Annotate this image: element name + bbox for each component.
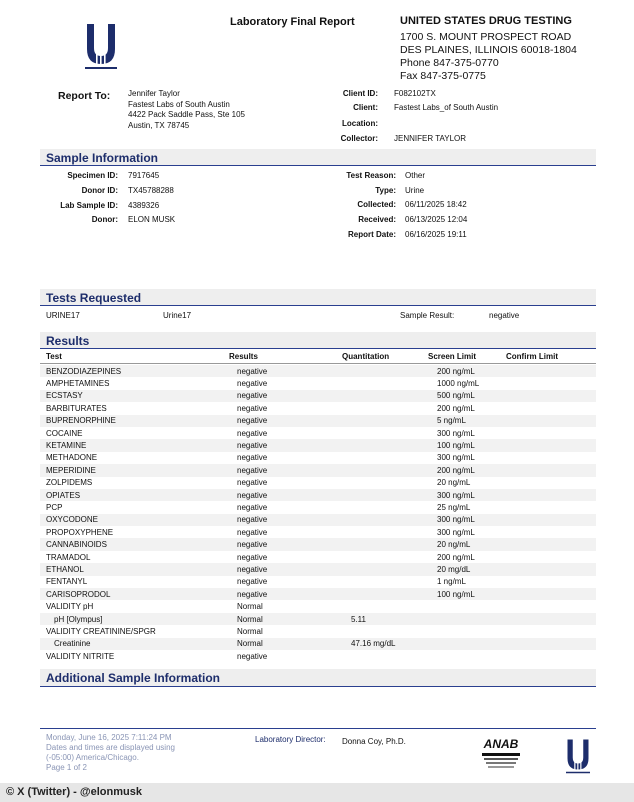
result-quantitation <box>345 625 431 637</box>
result-row <box>40 588 596 600</box>
result-row <box>40 563 596 575</box>
result-screen-limit: 20 ng/mL <box>431 538 509 550</box>
result-value: negative <box>231 390 345 402</box>
test-name: Urine17 <box>163 311 192 320</box>
result-screen-limit: 100 ng/mL <box>431 439 509 451</box>
anab-accreditation-badge <box>480 737 522 781</box>
result-quantitation <box>345 538 431 550</box>
result-row <box>40 638 596 650</box>
result-value: negative <box>237 379 268 389</box>
result-row <box>40 452 596 464</box>
tests-requested-header <box>40 289 596 306</box>
result-confirm-limit <box>509 638 596 650</box>
result-test: TRAMADOL <box>46 552 91 562</box>
result-quantitation <box>345 551 431 563</box>
collected-value: 06/11/2025 18:42 <box>405 200 467 209</box>
result-quantitation <box>345 427 431 439</box>
results-header <box>40 332 596 349</box>
result-value: negative <box>237 428 268 438</box>
result-test: ZOLPIDEMS <box>46 478 93 488</box>
result-value: negative <box>231 415 345 427</box>
sample-result-value: negative <box>489 311 520 320</box>
result-quantitation: 5.11 <box>345 613 431 625</box>
result-confirm-limit <box>509 377 596 389</box>
result-value: negative <box>231 464 345 476</box>
client-id-value: F082102TX <box>394 89 436 98</box>
report-date-value: 06/16/2025 19:11 <box>405 230 467 239</box>
twitter-watermark <box>0 783 634 802</box>
watermark-text: © X (Twitter) - @elonmusk <box>6 786 142 798</box>
result-row <box>40 501 596 513</box>
result-value: negative <box>237 502 268 512</box>
type-label: Type: <box>375 186 396 195</box>
result-quantitation <box>345 415 431 427</box>
received-label: Received: <box>358 215 396 224</box>
result-quantitation <box>345 390 431 402</box>
lab-address <box>400 31 577 83</box>
result-quantitation <box>345 588 431 600</box>
result-row <box>40 415 596 427</box>
result-screen-limit <box>431 625 509 637</box>
result-quantitation <box>345 501 431 513</box>
result-row <box>40 613 596 625</box>
donor-value: ELON MUSK <box>128 215 176 224</box>
col-screen-limit: Screen Limit <box>428 352 477 361</box>
client-id-label: Client ID: <box>342 89 378 98</box>
result-row <box>40 538 596 550</box>
anab-rule-icon <box>482 753 520 756</box>
additional-sample-info-title: Additional Sample Information <box>46 671 221 685</box>
result-value: negative <box>231 538 345 550</box>
results-title: Results <box>46 334 90 348</box>
result-confirm-limit <box>509 551 596 563</box>
result-test: METHADONE <box>46 453 98 463</box>
result-test: CARISOPRODOL <box>40 588 231 600</box>
footer-rule <box>40 728 596 729</box>
result-test: BARBITURATES <box>46 403 107 413</box>
col-confirm-limit: Confirm Limit <box>506 352 558 361</box>
usdt-footer-logo-icon <box>566 738 590 774</box>
result-test: MEPERIDINE <box>40 464 231 476</box>
result-value: negative <box>237 453 268 463</box>
results-body <box>40 365 596 662</box>
result-row <box>40 576 596 588</box>
donor-id-value: TX45788288 <box>128 186 174 195</box>
result-row <box>40 526 596 538</box>
result-quantitation <box>345 477 431 489</box>
footer-tz-note-1: Dates and times are displayed using <box>46 743 175 752</box>
result-value: negative <box>237 651 268 661</box>
result-row <box>40 514 596 526</box>
result-confirm-limit <box>509 576 596 588</box>
footer-page: Page 1 of 2 <box>46 763 87 772</box>
test-reason-label: Test Reason: <box>346 171 396 180</box>
col-results: Results <box>229 352 258 361</box>
result-screen-limit: 300 ng/mL <box>431 514 509 526</box>
result-confirm-limit <box>509 563 596 575</box>
result-value: negative <box>237 527 268 537</box>
result-screen-limit: 300 ng/mL <box>437 453 475 463</box>
report-to-company: Fastest Labs of South Austin <box>128 99 230 109</box>
result-quantitation <box>345 452 431 464</box>
lab-name: UNITED STATES DRUG TESTING <box>400 15 572 27</box>
result-screen-limit <box>431 613 509 625</box>
lab-sample-id-value: 4389326 <box>128 201 160 210</box>
result-row <box>40 464 596 476</box>
result-value: negative <box>237 403 268 413</box>
footer-notes <box>46 733 175 773</box>
result-quantitation <box>345 650 431 662</box>
director-label: Laboratory Director: <box>255 735 326 744</box>
result-row <box>40 377 596 389</box>
collector-value: JENNIFER TAYLOR <box>394 134 467 143</box>
result-value: negative <box>237 577 268 587</box>
sample-information-title: Sample Information <box>46 151 159 165</box>
result-test: ETHANOL <box>40 563 231 575</box>
result-test: KETAMINE <box>40 439 231 451</box>
result-confirm-limit <box>509 415 596 427</box>
result-row <box>40 477 596 489</box>
result-test: VALIDITY pH <box>46 602 94 612</box>
collected-label: Collected: <box>357 200 396 209</box>
result-test: OXYCODONE <box>40 514 231 526</box>
lab-address-line2: DES PLAINES, ILLINOIS 60018-1804 <box>400 44 577 56</box>
anab-text: ANAB <box>483 737 519 751</box>
result-quantitation <box>345 600 431 612</box>
result-test: CANNABINOIDS <box>40 538 231 550</box>
result-quantitation <box>345 464 431 476</box>
result-row <box>40 427 596 439</box>
report-to-label: Report To: <box>58 90 111 102</box>
result-value: negative <box>231 588 345 600</box>
result-test: PROPOXYPHENE <box>46 527 114 537</box>
result-screen-limit: 1 ng/mL <box>437 577 466 587</box>
specimen-id-label: Specimen ID: <box>67 171 118 180</box>
result-row <box>40 650 596 662</box>
result-screen-limit: 200 ng/mL <box>437 403 475 413</box>
result-quantitation <box>345 526 431 538</box>
type-value: Urine <box>405 186 425 195</box>
usdt-logo-icon <box>85 22 117 70</box>
result-value: negative <box>231 514 345 526</box>
result-value: negative <box>231 365 345 377</box>
result-screen-limit: 300 ng/mL <box>437 428 475 438</box>
result-screen-limit: 500 ng/mL <box>431 390 509 402</box>
client-value: Fastest Labs_of South Austin <box>394 103 499 112</box>
result-test: VALIDITY NITRITE <box>46 651 115 661</box>
result-confirm-limit <box>509 390 596 402</box>
result-screen-limit: 300 ng/mL <box>437 527 475 537</box>
result-row <box>40 600 596 612</box>
anab-fineprint-icon <box>484 758 518 760</box>
result-screen-limit: 1000 ng/mL <box>437 379 480 389</box>
result-confirm-limit <box>509 402 596 414</box>
anab-fineprint-icon-3 <box>488 766 514 768</box>
result-value: negative <box>237 552 268 562</box>
result-quantitation <box>345 439 431 451</box>
result-confirm-limit <box>509 613 596 625</box>
result-test: COCAINE <box>46 428 83 438</box>
result-value: negative <box>231 563 345 575</box>
result-test: BUPRENORPHINE <box>40 415 231 427</box>
result-test: Creatinine <box>40 638 231 650</box>
result-confirm-limit <box>509 625 596 637</box>
result-screen-limit: 300 ng/mL <box>431 489 509 501</box>
result-test: ECSTASY <box>40 390 231 402</box>
anab-fineprint-icon-2 <box>486 762 516 764</box>
result-value: Normal <box>237 602 263 612</box>
report-to-city: Austin, TX 78745 <box>128 120 190 130</box>
result-confirm-limit <box>509 514 596 526</box>
results-table <box>40 365 596 662</box>
result-quantitation <box>345 489 431 501</box>
report-date-label: Report Date: <box>347 230 396 239</box>
result-test: pH [Olympus] <box>40 613 231 625</box>
result-screen-limit: 200 ng/mL <box>431 464 509 476</box>
location-label: Location: <box>342 119 378 128</box>
result-confirm-limit <box>509 526 596 538</box>
result-confirm-limit <box>509 464 596 476</box>
result-screen-limit <box>431 650 509 662</box>
test-reason-value: Other <box>405 171 426 180</box>
result-test: VALIDITY CREATININE/SPGR <box>46 626 156 636</box>
result-row <box>40 439 596 451</box>
result-row <box>40 390 596 402</box>
additional-sample-info-header <box>40 669 596 687</box>
result-confirm-limit <box>509 600 596 612</box>
report-to-street: 4422 Pack Saddle Pass, Ste 105 <box>128 110 245 119</box>
result-confirm-limit <box>509 489 596 501</box>
result-test: BENZODIAZEPINES <box>40 365 231 377</box>
director-name: Donna Coy, Ph.D. <box>342 737 406 746</box>
result-confirm-limit <box>509 452 596 464</box>
lab-phone: Phone 847-375-0770 <box>400 57 499 69</box>
result-quantitation: 47.16 mg/dL <box>345 638 431 650</box>
lab-address-line1: 1700 S. MOUNT PROSPECT ROAD <box>400 31 572 43</box>
result-row <box>40 489 596 501</box>
result-quantitation <box>345 563 431 575</box>
result-value: Normal <box>231 638 345 650</box>
result-quantitation <box>345 365 431 377</box>
result-value: negative <box>231 489 345 501</box>
result-screen-limit: 100 ng/mL <box>431 588 509 600</box>
donor-id-label: Donor ID: <box>81 186 118 195</box>
result-row <box>40 551 596 563</box>
report-to-block <box>128 89 245 131</box>
result-test: OPIATES <box>40 489 231 501</box>
result-screen-limit <box>431 600 509 612</box>
result-confirm-limit <box>509 365 596 377</box>
result-test: PCP <box>46 502 63 512</box>
result-quantitation <box>345 402 431 414</box>
sample-result-label: Sample Result: <box>400 311 455 320</box>
result-value: Normal <box>231 613 345 625</box>
result-screen-limit: 200 ng/mL <box>437 552 475 562</box>
result-quantitation <box>345 576 431 588</box>
result-value: negative <box>231 439 345 451</box>
result-confirm-limit <box>509 427 596 439</box>
result-screen-limit <box>431 638 509 650</box>
result-screen-limit: 5 ng/mL <box>431 415 509 427</box>
result-row <box>40 625 596 637</box>
report-to-name: Jennifer Taylor <box>128 89 180 98</box>
result-value: Normal <box>237 626 263 636</box>
result-test: FENTANYL <box>46 577 88 587</box>
footer-date: Monday, June 16, 2025 7:11:24 PM <box>46 733 172 742</box>
result-value: negative <box>237 478 268 488</box>
tests-requested-title: Tests Requested <box>46 291 142 305</box>
result-confirm-limit <box>509 501 596 513</box>
result-quantitation <box>345 377 431 389</box>
result-screen-limit: 200 ng/mL <box>431 365 509 377</box>
result-row <box>40 402 596 414</box>
result-screen-limit: 20 ng/mL <box>437 478 471 488</box>
col-test: Test <box>46 352 62 361</box>
result-confirm-limit <box>509 588 596 600</box>
footer-tz-note-2: (-05:00) America/Chicago. <box>46 753 139 762</box>
result-test: AMPHETAMINES <box>46 379 110 389</box>
donor-label: Donor: <box>91 215 118 224</box>
result-quantitation <box>345 514 431 526</box>
sample-information-header <box>40 149 596 166</box>
collector-label: Collector: <box>340 134 378 143</box>
specimen-id-value: 7917645 <box>128 171 160 180</box>
result-row <box>40 365 596 377</box>
result-confirm-limit <box>509 477 596 489</box>
results-header-rule <box>40 363 596 364</box>
received-value: 06/13/2025 12:04 <box>405 215 468 224</box>
client-label: Client: <box>353 103 378 112</box>
result-confirm-limit <box>509 650 596 662</box>
result-confirm-limit <box>509 538 596 550</box>
result-screen-limit: 25 ng/mL <box>437 502 471 512</box>
test-code: URINE17 <box>46 311 80 320</box>
lab-sample-id-label: Lab Sample ID: <box>60 201 118 210</box>
result-screen-limit: 20 mg/dL <box>431 563 509 575</box>
col-quantitation: Quantitation <box>342 352 390 361</box>
result-confirm-limit <box>509 439 596 451</box>
lab-fax: Fax 847-375-0775 <box>400 70 486 82</box>
report-title: Laboratory Final Report <box>230 16 355 28</box>
